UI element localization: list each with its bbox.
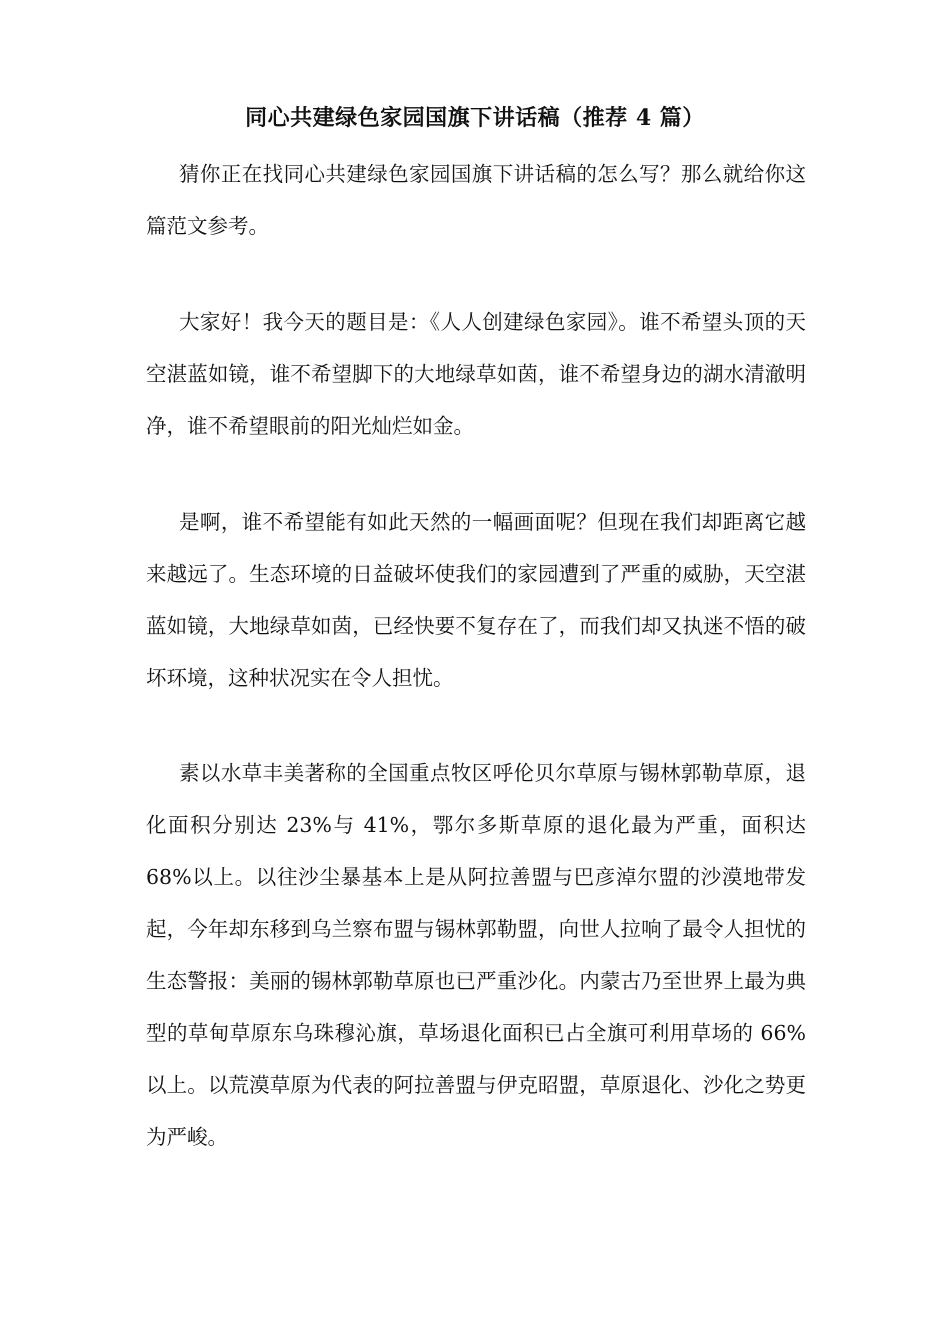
paragraph-intro: 猜你正在找同心共建绿色家园国旗下讲话稿的怎么写？那么就给你这篇范文参考。 <box>146 162 806 238</box>
document-title: 同心共建绿色家园国旗下讲话稿（推荐 4 篇） <box>245 105 705 131</box>
paragraph-grassland: 素以水草丰美著称的全国重点牧区呼伦贝尔草原与锡林郭勒草原，退化面积分别达 23%与 41%，鄂尔多斯草原的退化最为严重，面积达 68%以上。以往沙尘暴基本上是从阿拉善盟与巴彦淖尔盟的沙漠地带发起，今年却东移到乌兰察布盟与锡林郭勒盟，向世人拉响了最令人担忧的生态警报：美丽的锡林郭勒草原也已严重沙化。内蒙古乃至世界上最为典型的草甸草原东乌珠穆沁旗，草场退化面积已占全旗可利用草场的 66%以上。以荒漠草原为代表的阿拉善盟与伊克昭盟，草原退化、沙化之势更为严峻。 <box>146 761 806 1149</box>
paragraph-concern: 是啊，谁不希望能有如此天然的一幅画面呢？但现在我们却距离它越来越远了。生态环境的日益破坏使我们的家园遭到了严重的威胁，天空湛蓝如镜，大地绿草如茵，已经快要不复存在了，而我们却又执迷不悟的破坏环境，这种状况实在令人担忧。 <box>146 510 806 690</box>
paragraph-greeting: 大家好！我今天的题目是：《人人创建绿色家园》。谁不希望头顶的天空湛蓝如镜，谁不希望脚下的大地绿草如茵，谁不希望身边的湖水清澈明净，谁不希望眼前的阳光灿烂如金。 <box>146 310 806 438</box>
